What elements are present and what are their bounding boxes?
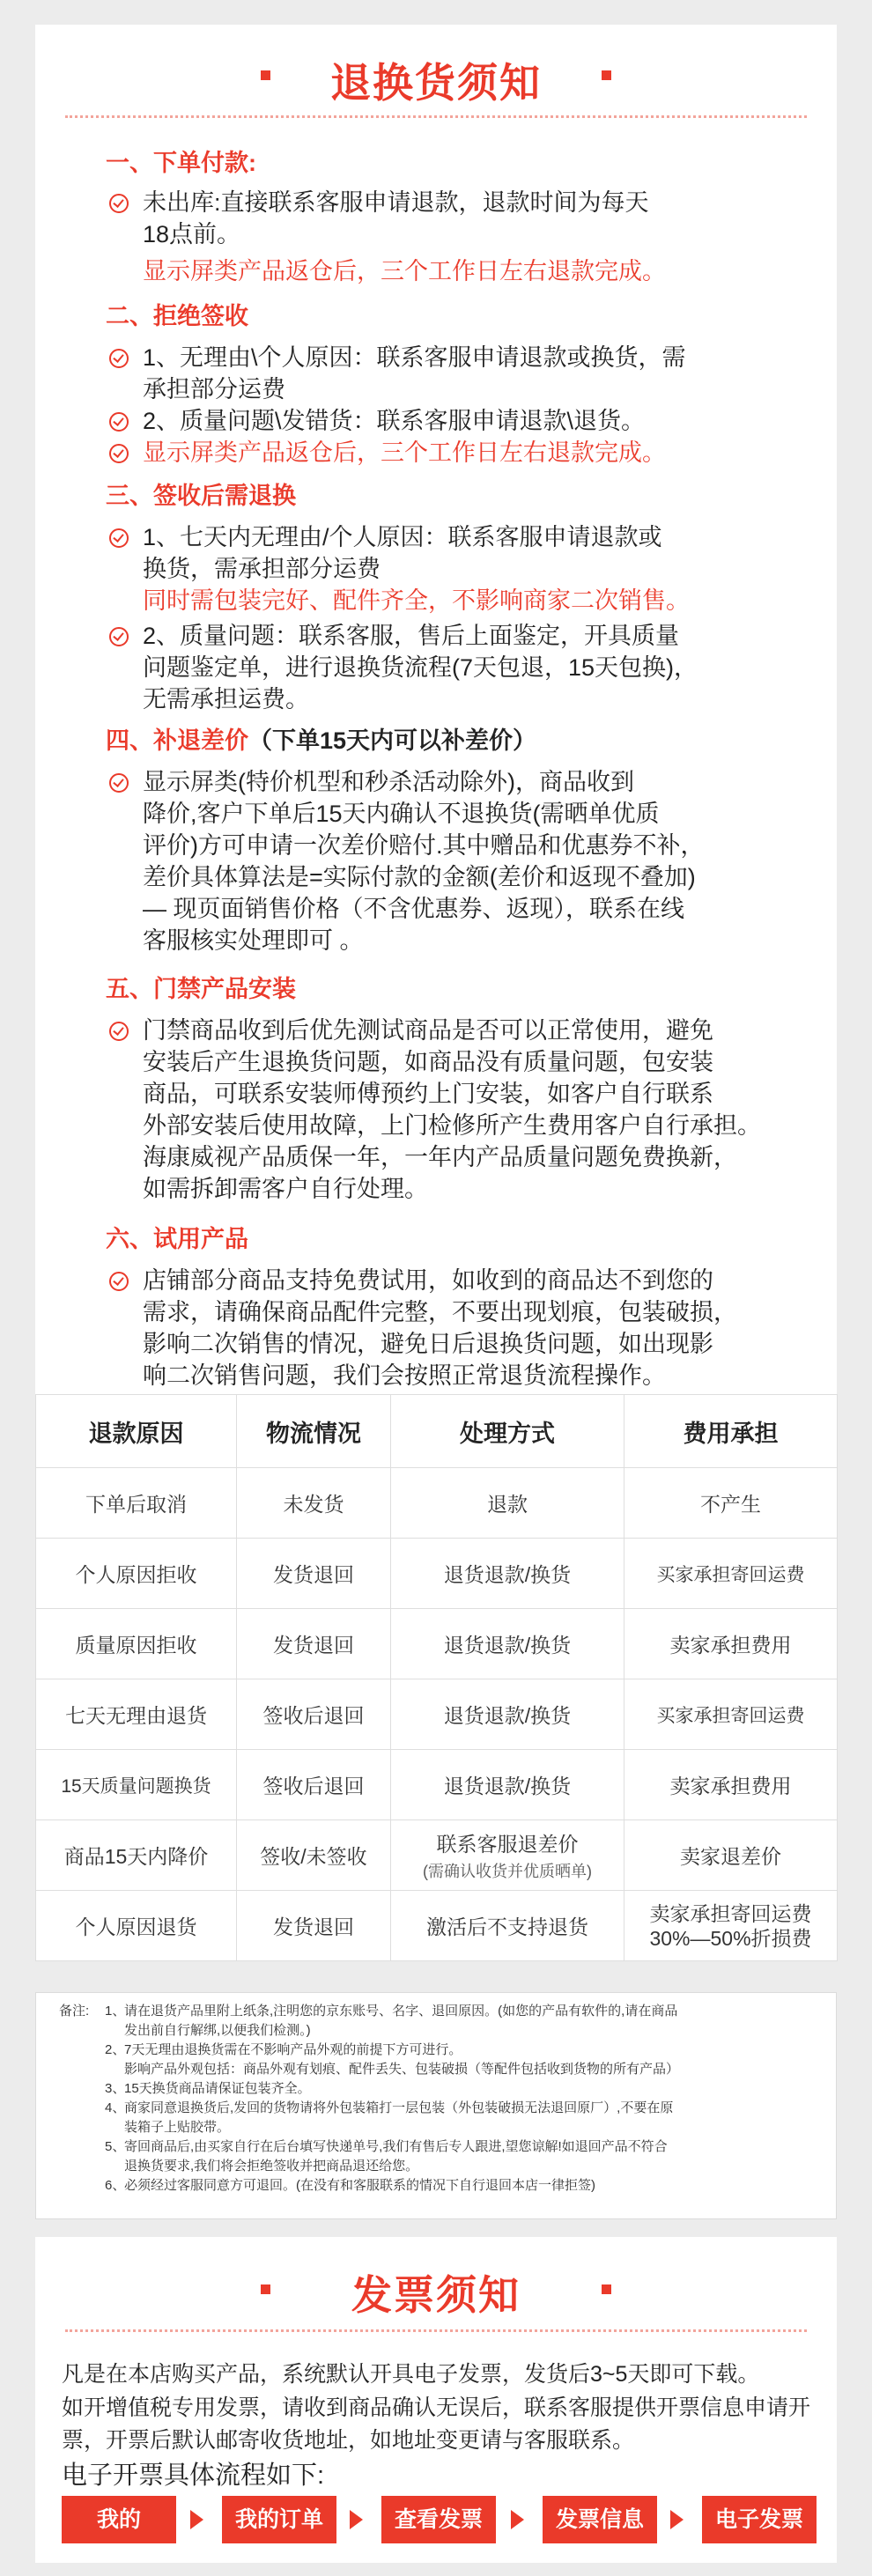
table-cell: 卖家承担费用	[624, 1609, 838, 1679]
check-circle-icon	[109, 1272, 129, 1291]
section-heading-main: 四、补退差价	[106, 727, 248, 754]
table-row	[36, 1679, 838, 1750]
table-cell: 退款	[391, 1468, 624, 1539]
section-heading: 一、下单付款:	[106, 150, 256, 176]
section-trial-products	[106, 1220, 846, 1391]
section-heading-sub: （下单15天内可以补差价）	[248, 727, 537, 754]
item-line: 需求，请确保商品配件完整，不要出现划痕，包装破损，	[143, 1299, 737, 1325]
item-line: 降价,客户下单后15天内确认不退换货(需晒单优质	[143, 801, 660, 827]
check-circle-icon	[109, 627, 129, 646]
table-cell: 卖家退差价	[624, 1820, 838, 1891]
note-number: 4、	[105, 2100, 126, 2115]
list-item	[106, 342, 846, 405]
table-cell: 签收后退回	[237, 1750, 391, 1820]
table-row	[36, 1539, 838, 1609]
cell-note: (需确认收货并优质晒单)	[423, 1863, 592, 1880]
arrow-right-icon	[511, 2510, 524, 2529]
title-divider	[65, 2329, 807, 2332]
note-item	[105, 2041, 813, 2079]
note-line: 7天无理由退换货需在不影响产品外观的前提下方可进行。	[124, 2042, 462, 2057]
table-row	[36, 1750, 838, 1820]
invoice-paragraph-2	[62, 2392, 819, 2457]
item-line: 未出库:直接联系客服申请退款，退款时间为每天	[143, 189, 649, 216]
item-line: 1、无理由\个人原因：联系客服申请退款或换货，需	[143, 344, 686, 371]
cell-main-text: 卖家承担寄回运费	[649, 1901, 812, 1925]
item-line: 2、质量问题\发错货：联系客服申请退款\退货。	[143, 408, 646, 434]
step-my-account[interactable]: 我的	[62, 2496, 176, 2543]
list-item	[106, 405, 846, 437]
cell-main-text: 联系客服退差价	[436, 1833, 579, 1856]
returns-title: 退换货须知	[330, 60, 542, 106]
table-cell: 发货退回	[237, 1609, 391, 1679]
note-number: 2、	[105, 2042, 126, 2057]
note-line: 寄回商品后,由买家自行在后台填写快递单号,我们有售后专人跟进,望您谅解!如退回产品不符合	[124, 2139, 668, 2154]
notes-label: 备注:	[59, 2004, 90, 2019]
title-divider	[65, 115, 807, 118]
table-cell: 发货退回	[237, 1539, 391, 1609]
item-line: 店铺部分商品支持免费试用，如收到的商品达不到您的	[143, 1267, 713, 1294]
arrow-right-icon	[350, 2510, 363, 2529]
section-heading	[106, 721, 846, 756]
item-line: 1、七天内无理由/个人原因：联系客服申请退款或	[143, 524, 662, 550]
section-order-payment	[106, 144, 846, 287]
list-item	[106, 766, 846, 956]
table-header-row	[36, 1395, 838, 1468]
item-line: 换货，需承担部分运费	[143, 556, 381, 582]
item-line: 门禁商品收到后优先测试商品是否可以正常使用，避免	[143, 1017, 713, 1044]
item-line: 安装后产生退换货问题，如商品没有质量问题，包安装	[143, 1049, 713, 1075]
item-line: 差价具体算法是=实际付款的金额(差价和返现不叠加)	[143, 864, 696, 890]
check-circle-icon	[109, 412, 129, 432]
table-row	[36, 1609, 838, 1679]
refund-policy-table	[35, 1394, 838, 1961]
table-cell: 退货退款/换货	[391, 1750, 624, 1820]
table-cell: 个人原因拒收	[36, 1539, 237, 1609]
section-heading: 二、拒绝签收	[106, 303, 248, 329]
item-line-highlight: 同时需包装完好、配件齐全，不影响商家二次销售。	[143, 587, 690, 614]
check-circle-icon	[109, 773, 129, 793]
table-cell: 个人原因退货	[36, 1891, 237, 1961]
column-header: 退款原因	[36, 1395, 237, 1468]
invoice-title: 发票须知	[351, 2272, 521, 2318]
item-line: 2、质量问题：联系客服，售后上面鉴定，开具质量	[143, 623, 680, 649]
table-cell: 商品15天内降价	[36, 1820, 237, 1891]
check-circle-icon	[109, 444, 129, 463]
check-circle-icon	[109, 349, 129, 368]
note-item	[105, 2176, 813, 2196]
step-view-invoice[interactable]: 查看发票	[381, 2496, 496, 2543]
item-line: 承担部分运费	[143, 376, 285, 402]
table-cell: 未发货	[237, 1468, 391, 1539]
item-line: 客服核实处理即可 。	[143, 927, 364, 954]
note-line: 退换货要求,我们将会拒绝签收并把商品退还给您。	[124, 2159, 419, 2174]
note-number: 5、	[105, 2139, 126, 2154]
cell-note: 30%—50%折损费	[649, 1926, 812, 1950]
item-line-highlight: 显示屏类产品返仓后，三个工作日左右退款完成。	[143, 258, 666, 284]
table-cell: 签收/未签收	[237, 1820, 391, 1891]
column-header: 处理方式	[391, 1395, 624, 1468]
returns-header	[35, 25, 837, 113]
item-line: 无需承担运费。	[143, 686, 309, 712]
section-access-install	[106, 970, 846, 1205]
table-cell: 质量原因拒收	[36, 1609, 237, 1679]
list-item	[106, 1015, 846, 1205]
table-cell: 不产生	[624, 1468, 838, 1539]
note-number: 6、	[105, 2178, 126, 2193]
item-line-highlight: 显示屏类产品返仓后，三个工作日左右退款完成。	[143, 439, 666, 466]
section-after-receipt	[106, 476, 846, 715]
table-cell: 买家承担寄回运费	[624, 1539, 838, 1609]
item-line: 响二次销售问题，我们会按照正常退货流程操作。	[143, 1362, 666, 1389]
table-cell: 发货退回	[237, 1891, 391, 1961]
note-item	[105, 2137, 813, 2176]
note-line: 必须经过客服同意方可退回。(在没有和客服联系的情况下自行退回本店一律拒签)	[124, 2178, 595, 2193]
table-cell: 退货退款/换货	[391, 1679, 624, 1750]
list-item	[106, 620, 846, 715]
table-cell	[391, 1820, 624, 1891]
table-cell: 退货退款/换货	[391, 1609, 624, 1679]
note-line: 发出前自行解绑,以便我们检测。)	[124, 2023, 311, 2038]
table-cell: 15天质量问题换货	[36, 1750, 237, 1820]
table-row	[36, 1891, 838, 1961]
column-header: 费用承担	[624, 1395, 838, 1468]
check-circle-icon	[109, 528, 129, 548]
note-line: 15天换货商品请保证包装齐全。	[124, 2081, 311, 2096]
item-line: — 现页面销售价格（不含优惠券、返现），联系在线	[143, 896, 685, 922]
section-heading: 五、门禁产品安装	[106, 976, 296, 1002]
table-row	[36, 1468, 838, 1539]
notes-box	[35, 1992, 837, 2219]
section-heading: 六、试用产品	[106, 1226, 248, 1252]
item-line: 外部安装后使用故障，上门检修所产生费用客户自行承担。	[143, 1112, 761, 1139]
note-item	[105, 2099, 813, 2137]
note-line: 影响产品外观包括：商品外观有划痕、配件丢失、包装破损（等配件包括收到货物的所有产品）	[124, 2062, 680, 2077]
item-line: 影响二次销售的情况，避免日后退换货问题，如出现影	[143, 1331, 713, 1357]
section-refuse-receipt	[106, 297, 846, 469]
table-cell: 卖家承担费用	[624, 1750, 838, 1820]
item-line: 显示屏类(特价机型和秒杀活动除外)，商品收到	[143, 769, 634, 795]
item-line: 18点前。	[143, 221, 241, 247]
table-cell	[624, 1891, 838, 1961]
note-line: 请在退货产品里附上纸条,注明您的京东账号、名字、退回原因。(如您的产品有软件的,请在商品	[124, 2004, 678, 2019]
column-header: 物流情况	[237, 1395, 391, 1468]
table-cell: 七天无理由退货	[36, 1679, 237, 1750]
arrow-right-icon	[190, 2510, 203, 2529]
note-number: 1、	[105, 2004, 126, 2019]
list-item	[106, 521, 846, 616]
table-cell: 激活后不支持退货	[391, 1891, 624, 1961]
list-item	[106, 187, 846, 287]
flow-title: 电子开票具体流程如下:	[62, 2462, 325, 2490]
table-row	[36, 1820, 838, 1891]
paragraph-line: 如开增值税专用发票，请收到商品确认无误后，联系客服提供开票信息申请开	[62, 2395, 811, 2420]
note-item	[105, 2079, 813, 2099]
note-item	[105, 2002, 813, 2041]
table-cell: 买家承担寄回运费	[624, 1679, 838, 1750]
item-line: 问题鉴定单，进行退换货流程(7天包退，15天包换)，	[143, 654, 698, 681]
item-line: 商品，可联系安装师傅预约上门安装，如客户自行联系	[143, 1081, 713, 1107]
arrow-right-icon	[670, 2510, 684, 2529]
note-number: 3、	[105, 2081, 126, 2096]
check-circle-icon	[109, 1022, 129, 1041]
list-item	[106, 437, 846, 469]
table-cell: 退货退款/换货	[391, 1539, 624, 1609]
step-my-orders[interactable]: 我的订单	[222, 2496, 336, 2543]
table-cell: 下单后取消	[36, 1468, 237, 1539]
item-line: 海康威视产品质保一年，一年内产品质量问题免费换新，	[143, 1144, 737, 1170]
paragraph-line: 票，开票后默认邮寄收货地址，如地址变更请与客服联系。	[62, 2428, 635, 2453]
section-heading: 三、签收后需退换	[106, 483, 296, 509]
check-circle-icon	[109, 194, 129, 213]
note-line: 商家同意退换货后,发回的货物请将外包装箱打一层包装（外包装破损无法退回原厂）,不要在原	[124, 2100, 674, 2115]
list-item	[106, 1265, 846, 1391]
title-square-right	[602, 2284, 611, 2294]
item-line: 评价)方可申请一次差价赔付.其中赠品和优惠券不补，	[143, 832, 705, 859]
title-square-right	[602, 70, 611, 80]
invoice-paragraph-1: 凡是在本店购买产品，系统默认开具电子发票，发货后3~5天即可下载。	[62, 2362, 760, 2387]
note-line: 装箱子上贴胶带。	[124, 2120, 231, 2135]
section-price-difference	[106, 721, 846, 956]
step-e-invoice[interactable]: 电子发票	[702, 2496, 817, 2543]
step-invoice-info[interactable]: 发票信息	[543, 2496, 657, 2543]
item-line: 如需拆卸需客户自行处理。	[143, 1176, 428, 1202]
table-cell: 签收后退回	[237, 1679, 391, 1750]
